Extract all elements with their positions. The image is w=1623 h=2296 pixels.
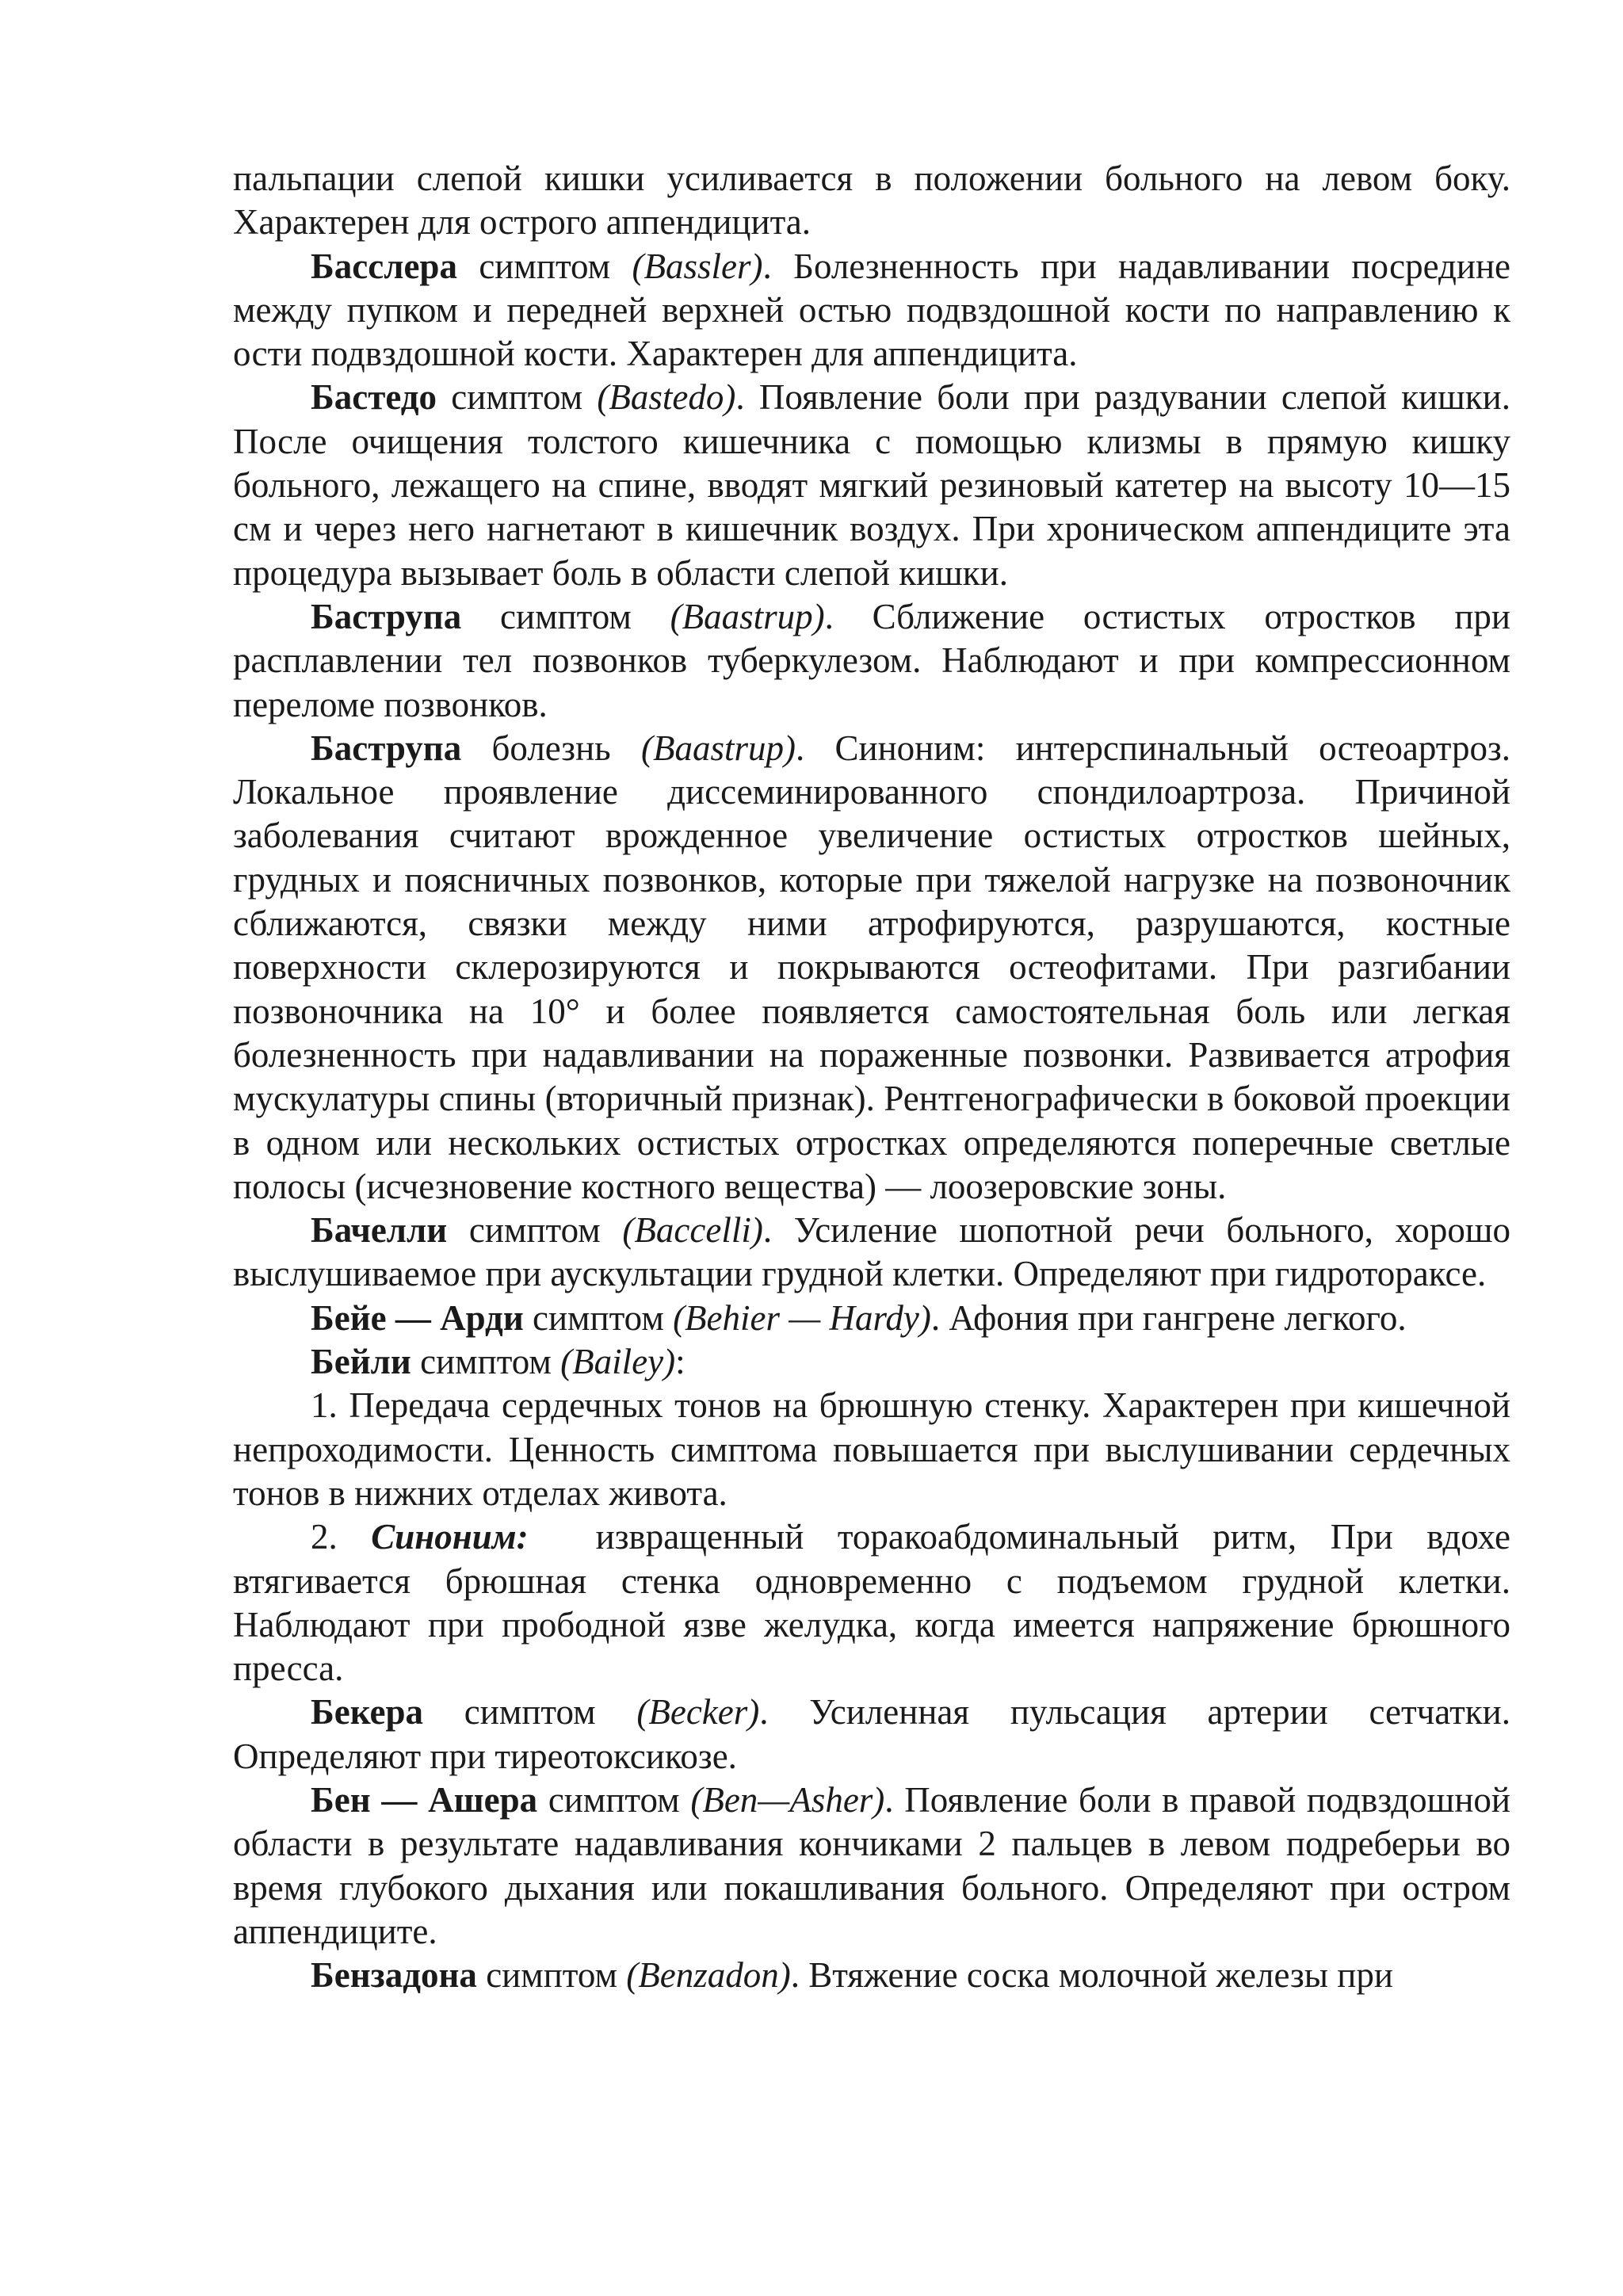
entry-text: . Появление боли при раздувании слепой кишки. После очищения толстого кишечника с помощью клизмы в прямую кишку больного, лежащего на спине, вводят мягкий резиновый катетер на высоту 10—15 см и через него нагнетают в кишечник воздух. При хроническом аппендиците эта процедура вызывает боль в области слепой кишки. <box>233 377 1510 593</box>
entry-term: Бачелли <box>311 1210 448 1251</box>
entry-term: Бейли <box>311 1342 411 1382</box>
bailey-item-text: 1. Передача сердечных тонов на брюшную стенку. Характерен при кишечной непроходимости. Ценность симптома повышается при выслушивании сердечных тонов в нижних отделах живота. <box>233 1385 1510 1513</box>
entry-kind: симптом <box>447 1210 623 1251</box>
entry-text: . Втяжение соска молочной железы при <box>790 1955 1393 1996</box>
entry-latin: (Ben—Asher) <box>690 1779 885 1820</box>
entry-baastrup-symptom <box>233 595 1510 727</box>
entry-kind: симптом <box>537 1779 691 1820</box>
entry-term: Баструпа <box>311 596 462 636</box>
entry-becker <box>233 1690 1510 1778</box>
entry-latin: (Bastedo) <box>597 377 736 418</box>
entry-kind: симптом <box>523 1297 674 1338</box>
entry-kind: симптом <box>411 1342 561 1382</box>
entry-latin: (Baccelli) <box>622 1210 763 1251</box>
entry-baccelli <box>233 1209 1510 1297</box>
entry-text: . Синоним: интерспинальный остеоартроз. Локальное проявление диссеминированного спондилоартроза. Причиной заболевания считают врожденное увеличение остистых отростков шейных, грудных и поясничных позвонков, которые при тяжелой нагрузке на позвоночник сближаются, связки между ними атрофируются, разрушаются, костные поверхности склерозируются и покрываются остеофитами. При разгибании позвоночника на 10° и более появляется самостоятельная боль или легкая болезненность при надавливании на пораженные позвонки. Развивается атрофия мускулатуры спины (вторичный признак). Рентгенографически в боковой проекции в одном или нескольких остистых отростках определяются поперечные светлые полосы (исчезновение костного вещества) — лоозеровские зоны. <box>233 728 1510 1206</box>
entry-text: . Сближение остистых отростков при расплавлении тел позвонков туберкулезом. Наблюдают и при компрессионном переломе позвонков. <box>233 596 1510 724</box>
entry-kind: симптом <box>436 377 598 418</box>
entry-term: Бекера <box>311 1692 424 1733</box>
continuation-text: пальпации слепой кишки усиливается в положении больного на левом боку. Характерен для острого аппендицита. <box>233 159 1510 243</box>
entry-behier-hardy <box>233 1297 1510 1340</box>
entry-latin: (Behier — Hardy) <box>673 1297 931 1338</box>
entry-term: Бейе — Арди <box>311 1297 524 1338</box>
entry-latin: (Baastrup) <box>670 596 825 636</box>
entry-latin: (Becker) <box>636 1692 760 1733</box>
entry-text: . Усиление шопотной речи больного, хорошо выслушиваемое при аускультации грудной клетки. Определяют при гидротораксе. <box>233 1210 1510 1294</box>
entry-bassler <box>233 245 1510 376</box>
entry-kind: болезнь <box>461 728 641 768</box>
bailey-item-number: 2. <box>311 1517 372 1557</box>
entry-term: Бензадона <box>311 1955 477 1996</box>
synonym-label: Синоним: <box>371 1517 529 1557</box>
entry-term: Баструпа <box>311 728 462 768</box>
entry-text: . Афония при гангрене легкого. <box>930 1297 1407 1338</box>
entry-latin: (Bailey) <box>560 1342 676 1382</box>
entry-text: : <box>675 1342 685 1382</box>
entry-bailey <box>233 1340 1510 1384</box>
entry-kind: симптом <box>456 246 632 286</box>
entry-latin: (Baastrup) <box>640 728 796 768</box>
document-page <box>233 157 1520 1997</box>
entry-kind: симптом <box>461 596 670 636</box>
entry-kind: симптом <box>423 1692 637 1733</box>
entry-benzadon <box>233 1954 1510 1997</box>
entry-kind: симптом <box>476 1955 627 1996</box>
entry-baastrup-disease <box>233 727 1510 1209</box>
entry-latin: (Benzadon) <box>626 1955 791 1996</box>
entry-term: Бастедо <box>311 377 437 418</box>
continuation-paragraph <box>233 157 1510 245</box>
bailey-item-2 <box>233 1515 1520 1690</box>
entry-text: . Болезненность при надавливании посредине между пупком и передней верхней остью подвздошной кости по направлению к ости подвздошной кости. Характерен для аппендицита. <box>233 246 1510 374</box>
bailey-item-text: извращенный торакоабдоминальный ритм, При вдохе втягивается брюшная стенка одновременно с подъемом грудной клетки. Наблюдают при прободной язве желудка, когда имеется напряжение брюшного пресса. <box>233 1517 1520 1689</box>
bailey-item-1 <box>233 1384 1510 1515</box>
entry-latin: (Bassler) <box>632 246 763 286</box>
entry-text: . Появление боли в правой подвздошной области в результате надавливания кончиками 2 пальцев в левом подреберьи во время глубокого дыхания или покашливания больного. Определяют при остром аппендиците. <box>233 1779 1511 1951</box>
entry-term: Басслера <box>311 246 457 286</box>
entry-term: Бен — Ашера <box>311 1779 538 1820</box>
entry-ben-asher <box>233 1778 1510 1954</box>
entry-bastedo <box>233 376 1510 594</box>
entry-text: . Усиленная пульсация артерии сетчатки. Определяют при тиреотоксикозе. <box>233 1692 1510 1776</box>
